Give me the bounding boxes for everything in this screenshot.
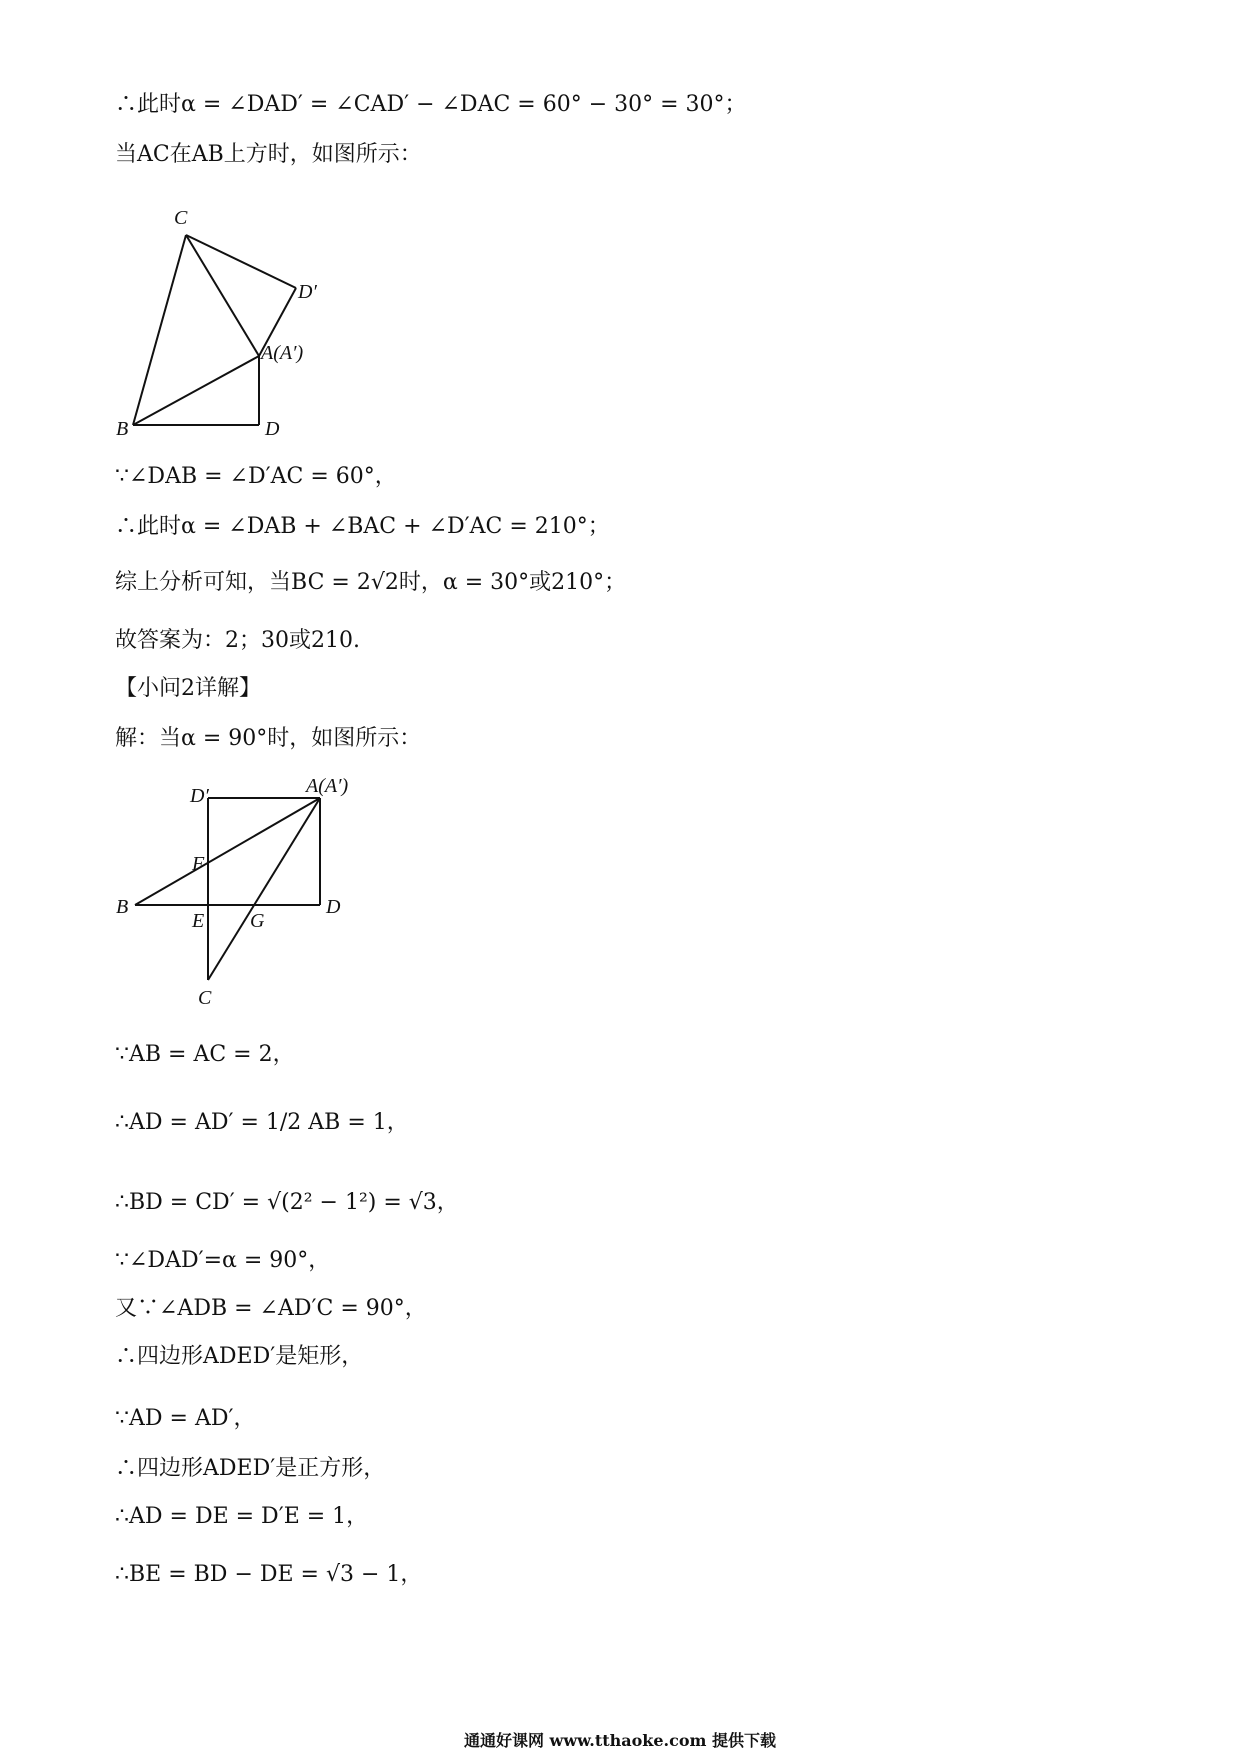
label-C: C [174, 207, 188, 229]
text-line-17 [115, 1502, 368, 1532]
label-C: C [198, 987, 212, 1009]
text-line-1 [115, 90, 747, 120]
label-G: G [250, 910, 265, 932]
text-line-2 [115, 140, 422, 170]
line-6-text: 故答案为：2；30或210. [115, 628, 360, 653]
text-line-12 [115, 1246, 330, 1276]
figure-1 [100, 195, 330, 445]
text-line-6 [115, 626, 360, 656]
line-4-text: ∴此时α = ∠DAB + ∠BAC + ∠D′AC = 210°； [115, 514, 610, 539]
line-15-text: ∵AD = AD′， [115, 1406, 256, 1431]
line-8-text: 解：当α = 90°时，如图所示： [115, 726, 422, 751]
line-14-text: ∴四边形ADED′是矩形， [115, 1344, 364, 1369]
line-2-text: 当AC在AB上方时，如图所示： [115, 142, 422, 167]
text-line-3 [115, 462, 397, 492]
text-line-14 [115, 1342, 363, 1372]
label-B: B [116, 896, 129, 918]
text-line-10 [115, 1108, 409, 1138]
line-3-text: ∵∠DAB = ∠D′AC = 60°， [115, 464, 397, 489]
text-line-9 [115, 1040, 295, 1070]
text-line-18 [115, 1560, 422, 1590]
label-A: A(A′) [306, 775, 349, 797]
text-line-13 [115, 1294, 427, 1324]
page-footer: 通通好课网 www.tthaoke.com 提供下载 [463, 1731, 777, 1750]
label-F: F [192, 853, 205, 875]
label-D-prime: D′ [190, 785, 209, 807]
text-line-11 [115, 1188, 459, 1218]
line-18-text: ∴BE = BD − DE = √3 − 1， [115, 1562, 423, 1587]
line-5-text: 综上分析可知，当BC = 2√2时，α = 30°或210°； [115, 570, 627, 595]
line-17-text: ∴AD = DE = D′E = 1， [115, 1504, 369, 1529]
label-D: D [265, 418, 280, 440]
text-line-15 [115, 1404, 255, 1434]
text-line-16 [115, 1454, 385, 1484]
text-line-4 [115, 512, 610, 542]
segment-CB [133, 235, 186, 425]
label-D: D [326, 896, 341, 918]
segment-BA [133, 356, 259, 425]
line-10-text: ∴AD = AD′ = 1/2 AB = 1， [115, 1110, 409, 1135]
line-11-text: ∴BD = CD′ = √(2² − 1²) = √3， [115, 1190, 459, 1215]
label-D-prime: D′ [298, 281, 317, 303]
line-12-text: ∵∠DAD′=α = 90°， [115, 1248, 331, 1273]
segment-CA [208, 798, 320, 980]
text-line-8 [115, 724, 421, 754]
line-9-text: ∵AB = AC = 2， [115, 1042, 295, 1067]
label-B: B [116, 418, 129, 440]
segment-BA [135, 798, 320, 905]
figure-2 [100, 770, 380, 1015]
line-1-text: ∴此时α = ∠DAD′ = ∠CAD′ − ∠DAC = 60° − 30° = 30°； [115, 92, 747, 117]
label-A: A(A′) [261, 342, 304, 364]
text-line-5 [115, 568, 626, 598]
section-heading [115, 674, 261, 704]
line-16-text: ∴四边形ADED′是正方形， [115, 1456, 386, 1481]
line-7-text: 【小问2详解】 [115, 676, 261, 701]
label-E: E [192, 910, 205, 932]
line-13-text: 又∵∠ADB = ∠AD′C = 90°， [115, 1296, 427, 1321]
